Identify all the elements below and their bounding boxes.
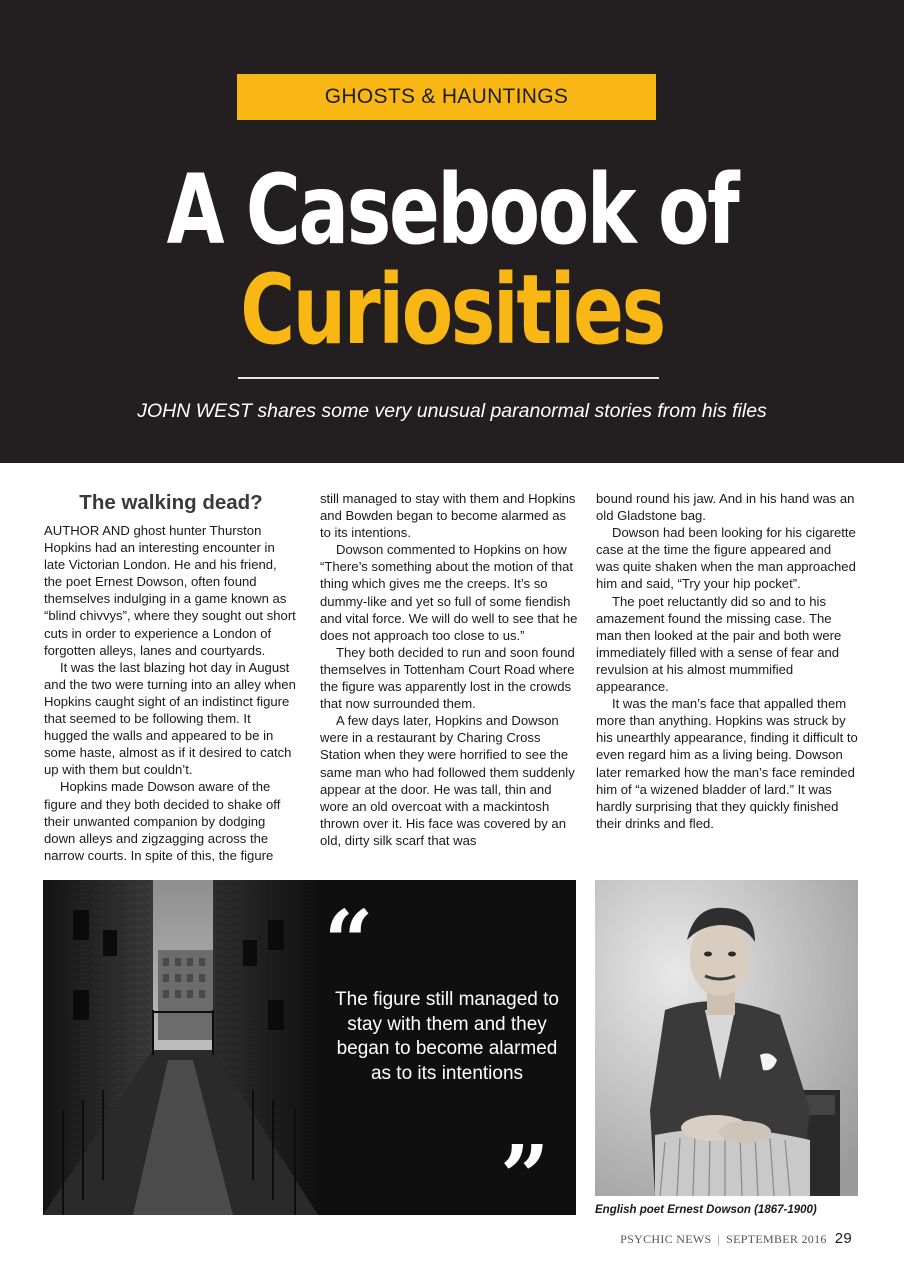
article-column-3 [596,490,858,832]
paragraph: They both decided to run and soon found themselves in Tottenham Court Road where the figure was apparently lost in the crowds that now surrounded them. [320,644,575,712]
portrait-photo [595,880,858,1196]
section-tag: GHOSTS & HAUNTINGS [237,74,656,120]
pull-quote-text: The figure still managed to stay with them and they began to become alarmed as to its intentions [335,989,559,1084]
header-band [0,0,904,463]
paragraph: bound round his jaw. And in his hand was an old Gladstone bag. [596,491,855,524]
standfirst: JOHN WEST shares some very unusual paranormal stories from his files [137,400,767,422]
close-quote-mark: ” [500,1127,550,1228]
open-quote-mark: “ [324,892,374,993]
paragraph: Hopkins made Dowson aware of the figure and they both decided to shake off their unwanted companion by dodging down alleys and zigzagging across the narrow courts. In spite of this, the figure [44,779,281,863]
paragraph: A few days later, Hopkins and Dowson were in a restaurant by Charing Cross Station when they were horrified to see the same man who had followed them suddenly appear at the door. He was tall, thin and wore an old overcoat with a mackintosh thrown over it. His face was covered by an old, dirty silk scarf that was [320,713,575,848]
paragraph: AUTHOR AND ghost hunter Thurston Hopkins had an interesting encounter in late Victorian London. He and his friend, the poet Ernest Dowson, often found themselves indulging in a game known as “blind chivvys”, where they sought out short cuts in order to experience a London of forgotten alleys, lanes and courtyards. [44,523,296,658]
title-line-1: A Casebook of [166,154,738,266]
paragraph: Dowson had been looking for his cigarette case at the time the figure appeared and was quite shaken when the man approached him and said, “Try your hip pocket”. [596,525,856,592]
paragraph: The poet reluctantly did so and to his amazement found the missing case. The man then looked at the pair and both were immediately filled with a sense of fear and revulsion at his almost mummified appearance. [596,593,842,695]
paragraph: It was the man’s face that appalled them more than anything. Hopkins was struck by his unearthly appearance, finding it difficult to even regard him as a living being. Dowson later remarked how the man’s face reminded him of “a wizened bladder of lard.” It was hardly surprising that they quickly finished their drinks and fled. [596,696,858,831]
article-column-1 [44,490,298,864]
title-divider [238,377,659,379]
pull-quote [318,880,576,1228]
page-footer [620,1230,852,1247]
portrait-caption: English poet Ernest Dowson (1867-1900) [595,1204,817,1216]
paragraph: Dowson commented to Hopkins on how “There’s something about the motion of that thing which gives me the creeps. It’s so dummy-like and yet so full of some fiendish and vital force. We will do well to see that he does not approach too close to us.” [320,542,578,643]
article-column-2 [320,490,578,849]
publication-name: PSYCHIC NEWS [620,1232,712,1246]
title-line-2: Curiosities [240,254,664,366]
paragraph: still managed to stay with them and Hopkins and Bowden began to become alarmed as to its intentions. [320,491,576,541]
alley-photo [43,880,318,1215]
page-number: 29 [834,1230,852,1247]
subheading: The walking dead? [79,491,263,514]
footer-separator: | [717,1232,721,1246]
paragraph: It was the last blazing hot day in August and the two were turning into an alley when Hopkins caught sight of an indistinct figure that seemed to be following them. It hugged the walls and appeared to be in some haste, almost as if it desired to catch up with them but couldn’t. [44,659,296,778]
issue-date: SEPTEMBER 2016 [726,1232,827,1246]
